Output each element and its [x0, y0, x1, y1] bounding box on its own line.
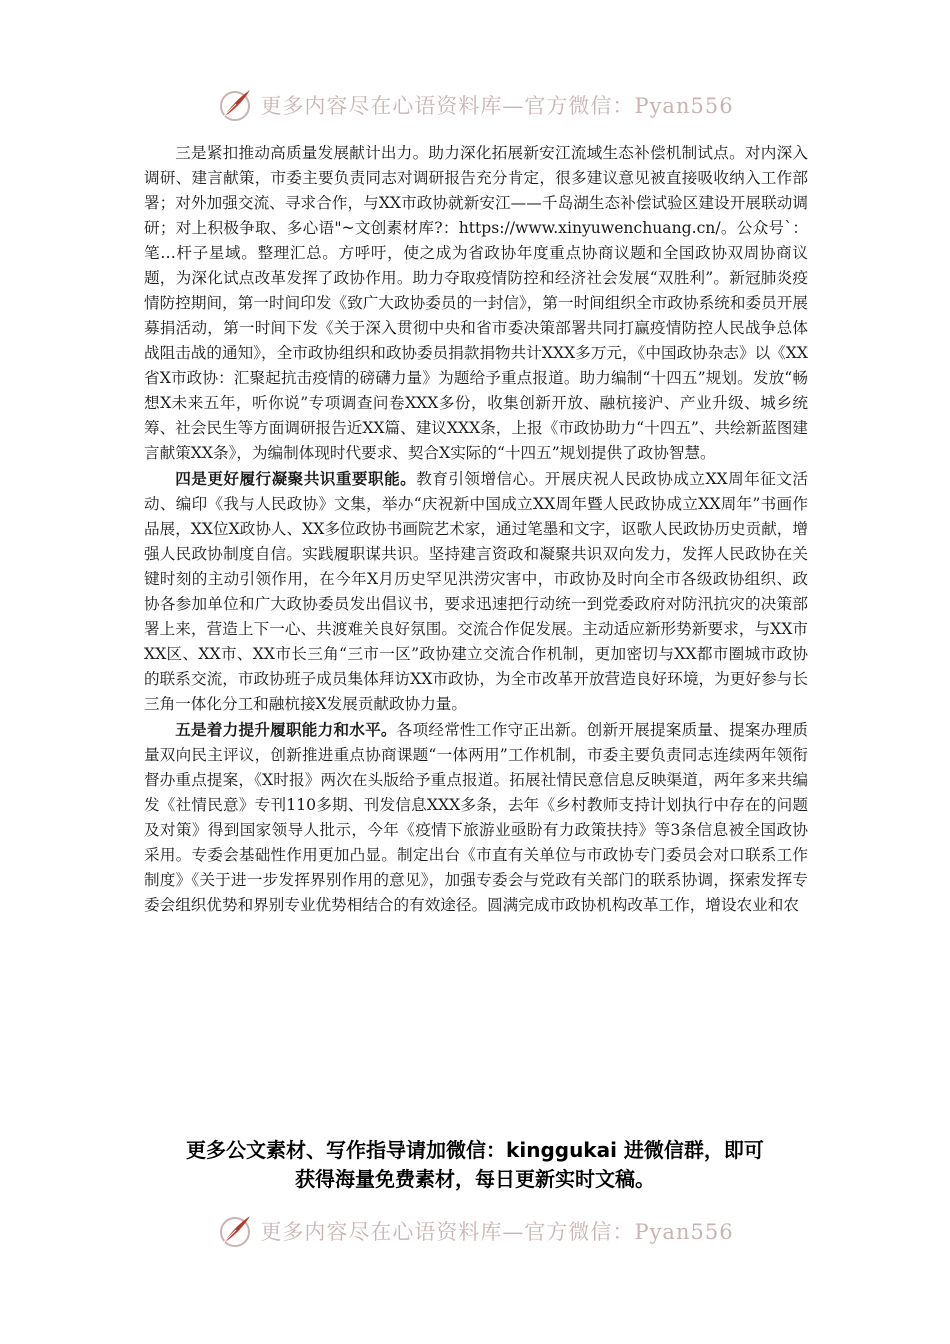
promo-banner	[140, 1136, 810, 1194]
promo-line-1: 更多公文素材、写作指导请加微信：kinggukai 进微信群，即可	[186, 1138, 764, 1162]
promo-line-2: 获得海量免费素材，每日更新实时文稿。	[295, 1167, 655, 1191]
paragraph-heading: 五是着力提升履职能力和水平。	[175, 720, 397, 739]
paragraph-text: 三是紧扣推动高质量发展献计出力。助力深化拓展新安江流域生态补偿机制试点。对内深入调研、建言献策，市委主要负责同志对调研报告充分肯定，很多建议意见被直接吸收纳入工作部署；对外加强交流、寻求合作，与XX市政协就新安江——千岛湖生态补偿试验区建设开展联动调研；对上积极争取、多心语"~文创素材库?：https://www.xinyuwenchuang.cn/。公众号`：笔…杆子星域。整理汇总。方呼吁，使之成为省政协年度重点协商议题和全国政协双周协商议题，为深化试点改革发挥了政协作用。助力夺取疫情防控和经济社会发展“双胜利”。新冠肺炎疫情防控期间，第一时间印发《致广大政协委员的一封信》，第一时间组织全市政协系统和委员开展募捐活动，第一时间下发《关于深入贯彻中央和省市委决策部署共同打赢疫情防控人民战争总体战阻击战的通知》，全市政协组织和政协委员捐款捐物共计XXX多万元，《中国政协杂志》以《XX省X市政协：汇聚起抗击疫情的磅礴力量》为题给予重点报道。助力编制“十四五”规划。发放“畅想X未来五年，听你说”专项调查问卷XXX多份，收集创新开放、融杭接沪、产业升级、城乡统筹、社会民生等方面调研报告近XX篇、建议XXX条，上报《市政协助力“十四五”、共绘新蓝图建言献策XX条》，为编制体现时代要求、契合X实际的“十四五”规划提供了政协智慧。	[144, 144, 809, 462]
paragraph-heading: 四是更好履行凝聚共识重要职能。	[175, 469, 417, 488]
watermark-text: 更多内容尽在心语资料库—官方微信：Pyan556	[260, 1220, 734, 1244]
feather-pen-logo-icon	[216, 1212, 254, 1250]
paragraph-1	[144, 140, 808, 466]
paragraph-2	[144, 466, 808, 717]
wechat-id: Pyan556	[634, 94, 734, 118]
watermark-text: 更多内容尽在心语资料库—官方微信：Pyan556	[260, 94, 734, 118]
wechat-id: Pyan556	[634, 1220, 734, 1244]
paragraph-3	[144, 717, 808, 918]
watermark-header	[0, 84, 950, 126]
paragraph-text: 各项经常性工作守正出新。创新开展提案质量、提案办理质量双向民主评议，创新推进重点协商课题“一体两用”工作机制，市委主要负责同志连续两年领衔督办重点提案，《X时报》两次在头版给予重点报道。拓展社情民意信息反映渠道，两年多来共编发《社情民意》专刊110多期、刊发信息XXX多条，去年《乡村教师支持计划执行中存在的问题及对策》得到国家领导人批示，今年《疫情下旅游业亟盼有力政策扶持》等3条信息被全国政协采用。专委会基础性作用更加凸显。制定出台《市直有关单位与市政协专门委员会对口联系工作制度》《关于进一步发挥界别作用的意见》，加强专委会与党政有关部门的联系协调，探索发挥专委会组织优势和界别专业优势相结合的有效途径。圆满完成市政协机构改革工作，增设农业和农	[144, 721, 808, 914]
paragraph-text: 教育引领增信心。开展庆祝人民政协成立XX周年征文活动、编印《我与人民政协》文集，举办“庆祝新中国成立XX周年暨人民政协成立XX周年”书画作品展，XX位X政协人、XX多位政协书画院艺术家，通过笔墨和文字，讴歌人民政协历史贡献，增强人民政协制度自信。实践履职谋共识。坚持建言资政和凝聚共识双向发力，发挥人民政协在关键时刻的主动引领作用，在今年X月历史罕见洪涝灾害中，市政协及时向全市各级政协组织、政协各参加单位和广大政协委员发出倡议书，要求迅速把行动统一到党委政府对防汛抗灾的决策部署上来，营造上下一心、共渡难关良好氛围。交流合作促发展。主动适应新形势新要求，与XX市XX区、XX市、XX市长三角“三市一区”政协建立交流合作机制，更加密切与XX都市圈城市政协的联系交流，市政协班子成员集体拜访XX市政协，为全市改革开放营造良好环境，为更好参与长三角一体化分工和融杭接X发展贡献政协力量。	[144, 470, 808, 713]
feather-pen-logo-icon	[216, 86, 254, 124]
document-body	[144, 140, 808, 918]
watermark-footer	[0, 1210, 950, 1252]
